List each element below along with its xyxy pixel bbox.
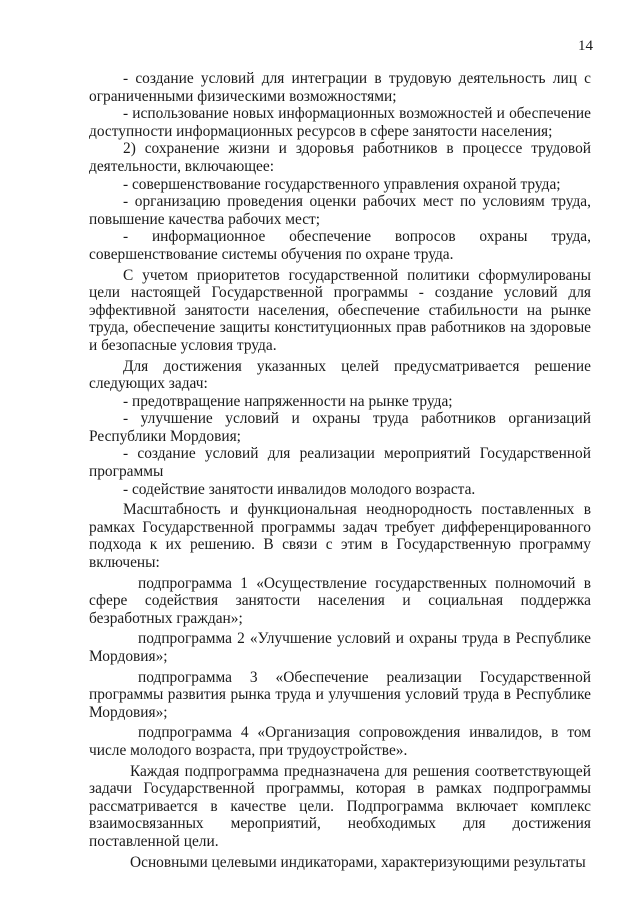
document-body (89, 70, 591, 871)
paragraph: - использование новых информационных возможностей и обеспечение доступности информационных ресурсов в сфере занятости населения; (89, 105, 591, 140)
paragraph: 2) сохранение жизни и здоровья работников в процессе трудовой деятельности, включающее: (89, 140, 591, 175)
paragraph: - содействие занятости инвалидов молодого возраста. (123, 480, 476, 498)
paragraph: подпрограмма 4 «Организация сопровождения инвалидов, в том числе молодого возраста, при трудоустройстве». (89, 724, 591, 759)
paragraph: подпрограмма 3 «Обеспечение реализации Государственной программы развития рынка труда и улучшения условий труда в Республике Мордовия»; (89, 668, 591, 721)
paragraph: - информационное обеспечение вопросов охраны труда, совершенствование системы обучения по охране труда. (89, 228, 591, 263)
page-number: 14 (578, 38, 593, 54)
paragraph: - предотвращение напряженности на рынке труда; (123, 392, 453, 410)
paragraph: Для достижения указанных целей предусматривается решение следующих задач: (89, 357, 591, 393)
paragraph: - улучшение условий и охраны труда работников организаций Республики Мордовия; (89, 410, 591, 445)
paragraph: подпрограмма 1 «Осуществление государственных полномочий в сфере содействия занятости населения и социальная поддержка безработных граждан»; (89, 574, 591, 627)
paragraph: Масштабность и функциональная неоднородность поставленных в рамках Государственной программы задач требует дифференцированного подхода к их решению. В связи с этим в Государственную программу включены: (89, 501, 591, 572)
paragraph: С учетом приоритетов государственной политики сформулированы цели настоящей Государственной программы - создание условий для эффективной занятости населения, обеспечение стабильности на рынке труда, обеспечение защиты конституционных прав работников на здоровые и безопасные условия труда. (89, 266, 591, 354)
paragraph: Каждая подпрограмма предназначена для решения соответствующей задачи Государственной программы, которая в рамках подпрограммы рассматривается в качестве цели. Подпрограмма включает комплекс взаимосвязанных мероприятий, необходимых для достижения поставленной цели. (89, 762, 591, 850)
paragraph: подпрограмма 2 «Улучшение условий и охраны труда в Республике Мордовия»; (89, 630, 591, 665)
paragraph: - совершенствование государственного управления охраной труда; (123, 175, 561, 193)
paragraph: - создание условий для реализации мероприятий Государственной программы (89, 445, 591, 481)
paragraph: Основными целевыми индикаторами, характеризующими результаты (130, 853, 586, 871)
paragraph: - организацию проведения оценки рабочих мест по условиям труда, повышение качества рабочих мест; (89, 193, 591, 228)
paragraph: - создание условий для интеграции в трудовую деятельность лиц с ограниченными физическими возможностями; (89, 70, 591, 105)
